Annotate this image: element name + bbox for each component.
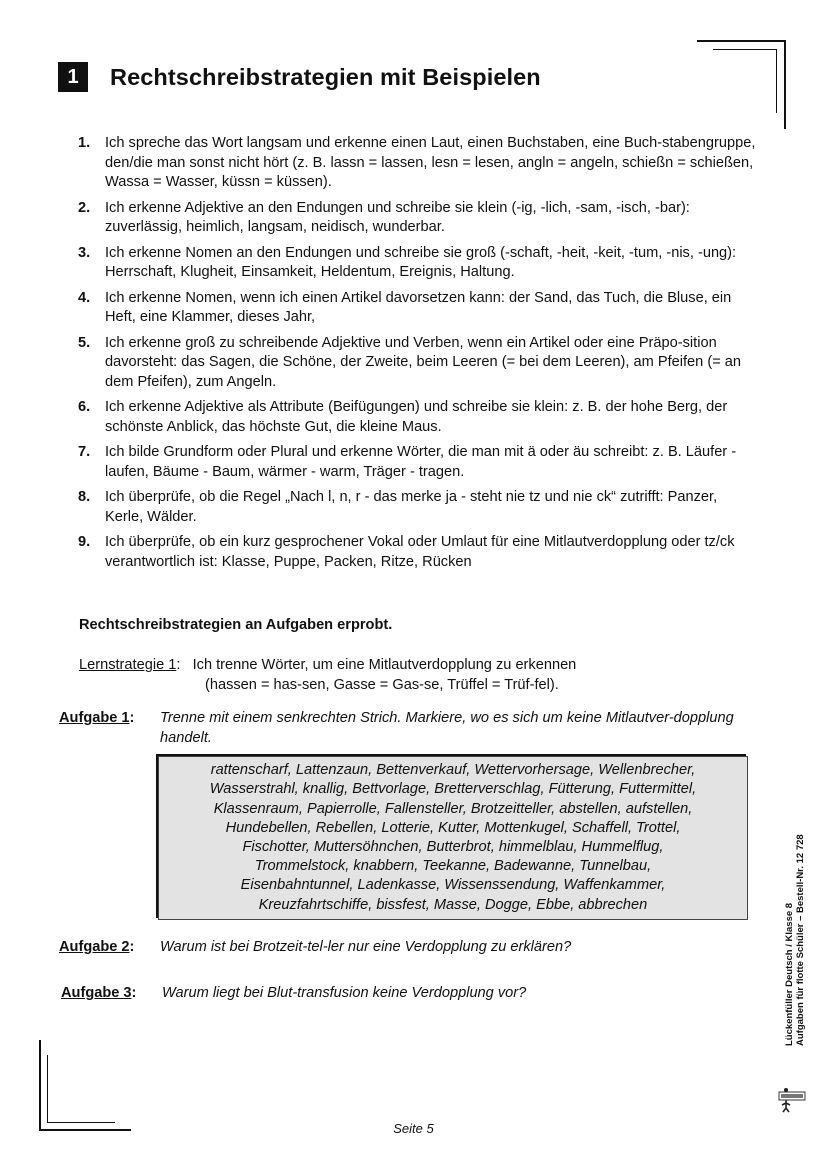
- list-item: [78, 289, 758, 328]
- word-list-line: Hundebellen, Rebellen, Lotterie, Kutter, Mottenkugel, Schaffell, Trottel,: [225, 819, 681, 836]
- task-label-colon: :: [129, 710, 135, 726]
- list-item-text: Ich erkenne Nomen an den Endungen und schreibe sie groß (-schaft, -heit, -keit, -tum, -nis, -ung): Herrschaft, Klugheit, Einsamkeit, Heldentum, Ereignis, Haltung.: [105, 244, 737, 280]
- word-list-line: Fischotter, Muttersöhnchen, Butterbrot, himmelblau, Hummelflug,: [242, 839, 664, 855]
- list-item: [78, 334, 758, 393]
- list-item-number: 7.: [78, 444, 91, 460]
- side-info-line-2: Aufgaben für flotte Schüler – Bestell-Nr. 12 728: [795, 834, 806, 1046]
- section-subheading: Rechtschreibstrategien an Aufgaben erprobt.: [79, 617, 393, 633]
- task-2: [59, 937, 739, 957]
- task-3: [61, 983, 741, 1003]
- list-item-number: 2.: [78, 199, 91, 216]
- task-instruction: Warum liegt bei Blut-transfusion keine Verdopplung vor?: [162, 985, 527, 1001]
- list-item-text: Ich erkenne Adjektive an den Endungen und schreibe sie klein (-ig, -lich, -sam, -isch, -bar): zuverlässig, heimlich, langsam, neidisch, wunderbar.: [105, 199, 690, 235]
- lernstrategie-label: Lernstrategie 1: [79, 657, 177, 673]
- list-item-text: Ich überprüfe, ob ein kurz gesprochener Vokal oder Umlaut für eine Mitlautverdopplung oder tz/ck verantwortlich ist: Klasse, Puppe, Packen, Ritze, Rücken: [105, 534, 735, 570]
- list-item-number: 8.: [78, 489, 91, 505]
- title-row: [58, 61, 541, 93]
- task-instruction: Trenne mit einem senkrechten Strich. Markiere, wo es sich um keine Mitlautver-dopplung handelt.: [160, 710, 734, 746]
- word-list-line: Trommelstock, knabbern, Teekanne, Badewanne, Tunnelbau,: [254, 858, 652, 875]
- list-item: [78, 398, 758, 437]
- corner-decoration-top-right-inner: [713, 49, 777, 113]
- task-1: [59, 708, 739, 748]
- page-number: Seite 5: [393, 1121, 434, 1136]
- task-label-colon: :: [131, 985, 137, 1001]
- task-label-text: Aufgabe 1: [59, 710, 130, 726]
- list-item: [78, 199, 758, 238]
- lernstrategie-example: (hassen = has-sen, Gasse = Gas-se, Trüffel = Trüf-fel).: [205, 677, 559, 693]
- list-item: [78, 134, 758, 193]
- lernstrategie-block: [79, 655, 576, 695]
- list-item-number: 6.: [78, 399, 91, 415]
- list-item: [78, 533, 758, 572]
- list-item: [78, 244, 758, 283]
- list-item-text: Ich erkenne Nomen, wenn ich einen Artikel davorsetzen kann: der Sand, das Tuch, die Bluse, ein Heft, eine Klammer, dieses Jahr,: [105, 289, 732, 325]
- list-item-number: 9.: [78, 534, 91, 550]
- word-list-line: Eisenbahntunnel, Ladenkasse, Wissenssendung, Waffenkammer,: [240, 877, 666, 894]
- list-item-number: 3.: [78, 244, 91, 261]
- list-item-text: Ich überprüfe, ob die Regel „Nach l, n, r - das merke ja - steht nie tz und nie ck“ zutrifft: Panzer, Kerle, Wälder.: [105, 489, 718, 525]
- side-info-line-1: Lückenfüller Deutsch / Klasse 8: [784, 902, 795, 1046]
- corner-decoration-bottom-left-inner: [47, 1055, 115, 1123]
- task-instruction: Warum ist bei Brotzeit-tel-ler nur eine Verdopplung zu erklären?: [160, 939, 572, 955]
- word-list-box: [158, 756, 748, 920]
- task-label-text: Aufgabe 2: [59, 939, 130, 955]
- task-label: [59, 937, 160, 957]
- task-label-colon: :: [129, 939, 135, 955]
- list-item-text: Ich erkenne Adjektive als Attribute (Beifügungen) und schreibe sie klein: z. B. der hohe Berg, der schönste Anblick, das höchste Gut, die kleine Maus.: [105, 399, 728, 435]
- page-title: Rechtschreibstrategien mit Beispielen: [110, 63, 541, 90]
- side-publisher-info: [784, 834, 806, 1046]
- list-item-text: Ich spreche das Wort langsam und erkenne einen Laut, einen Buchstaben, eine Buch-stabengruppe, den/die man sonst nicht hört (z. B. lassn = lassen, lesn = lesen, angln = angeln, schießn = schießen, Wassa = Wasser, küssn = küssen).: [105, 135, 756, 190]
- task-label: [61, 983, 162, 1003]
- task-label: [59, 708, 160, 748]
- lernstrategie-text: Ich trenne Wörter, um eine Mitlautverdopplung zu erkennen: [192, 657, 577, 673]
- strategy-list: [78, 134, 758, 578]
- list-item-number: 4.: [78, 289, 91, 306]
- task-label-text: Aufgabe 3: [61, 985, 132, 1001]
- word-list-line: Wasserstrahl, knallig, Bettvorlage, Bretterverschlag, Fütterung, Futtermittel,: [209, 781, 697, 798]
- list-item-number: 1.: [78, 135, 91, 151]
- publisher-logo-icon: [777, 1085, 807, 1115]
- list-item: [78, 488, 758, 527]
- lernstrategie-line-1: [79, 655, 576, 675]
- list-item-text: Ich bilde Grundform oder Plural und erkenne Wörter, die man mit ä oder äu schreibt: z. B. Läufer - laufen, Bäume - Baum, wärmer - warm, Träger - tragen.: [105, 444, 737, 480]
- lernstrategie-colon: :: [176, 657, 181, 673]
- list-item-number: 5.: [78, 334, 91, 351]
- word-list-line: Kreuzfahrtschiffe, bissfest, Masse, Dogge, Ebbe, abbrechen: [258, 896, 648, 913]
- word-list: [210, 761, 696, 915]
- list-item-text: Ich erkenne groß zu schreibende Adjektive und Verben, wenn ein Artikel oder eine Präpo-sition davorsteht: das Sagen, die Schöne, der Zweite, beim Leeren (= bei dem Leeren), am Pfeifen (= an dem Pfeifen), zum Angeln.: [105, 334, 742, 390]
- list-item: [78, 443, 758, 482]
- section-number-badge: 1: [58, 62, 88, 92]
- word-list-line: rattenscharf, Lattenzaun, Bettenverkauf, Wettervorhersage, Wellenbrecher,: [210, 762, 696, 779]
- word-list-line: Klassenraum, Papierrolle, Fallensteller, Brotzeitteller, abstellen, aufstellen,: [213, 800, 693, 817]
